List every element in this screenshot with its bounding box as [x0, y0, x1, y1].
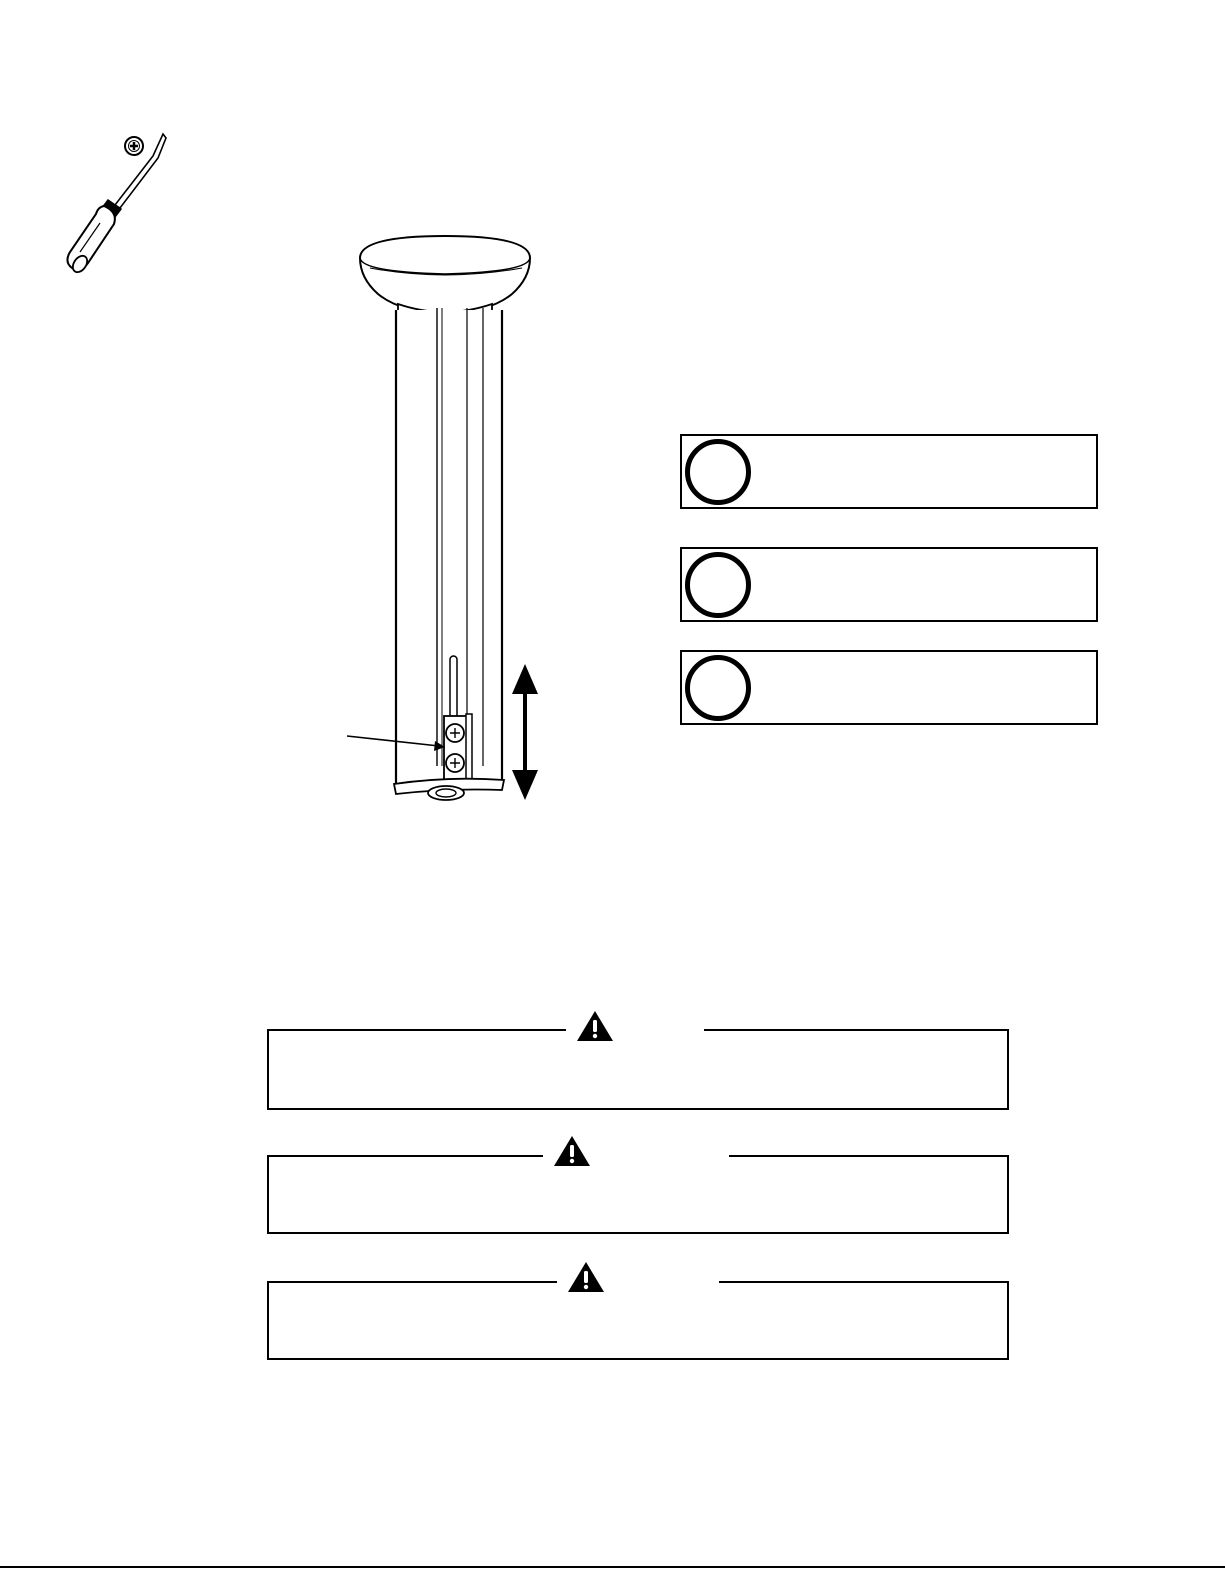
adjust-up-down-arrow	[510, 664, 540, 800]
warning-header-1	[566, 1009, 704, 1043]
warning-triangle-icon	[576, 1010, 614, 1042]
step-box-1	[680, 434, 1098, 509]
phillips-screwdriver-icon	[60, 128, 180, 278]
step-box-3	[680, 650, 1098, 725]
step-box-2	[680, 547, 1098, 622]
warning-header-3	[557, 1260, 719, 1294]
warning-triangle-icon	[553, 1135, 591, 1167]
step-number-badge	[685, 655, 751, 721]
page-bottom-rule	[0, 1566, 1225, 1568]
warning-triangle-icon	[567, 1261, 605, 1293]
warning-header-2	[543, 1134, 729, 1168]
callout-arrow	[345, 728, 455, 758]
step-number-badge	[685, 439, 751, 505]
step-number-badge	[685, 552, 751, 618]
